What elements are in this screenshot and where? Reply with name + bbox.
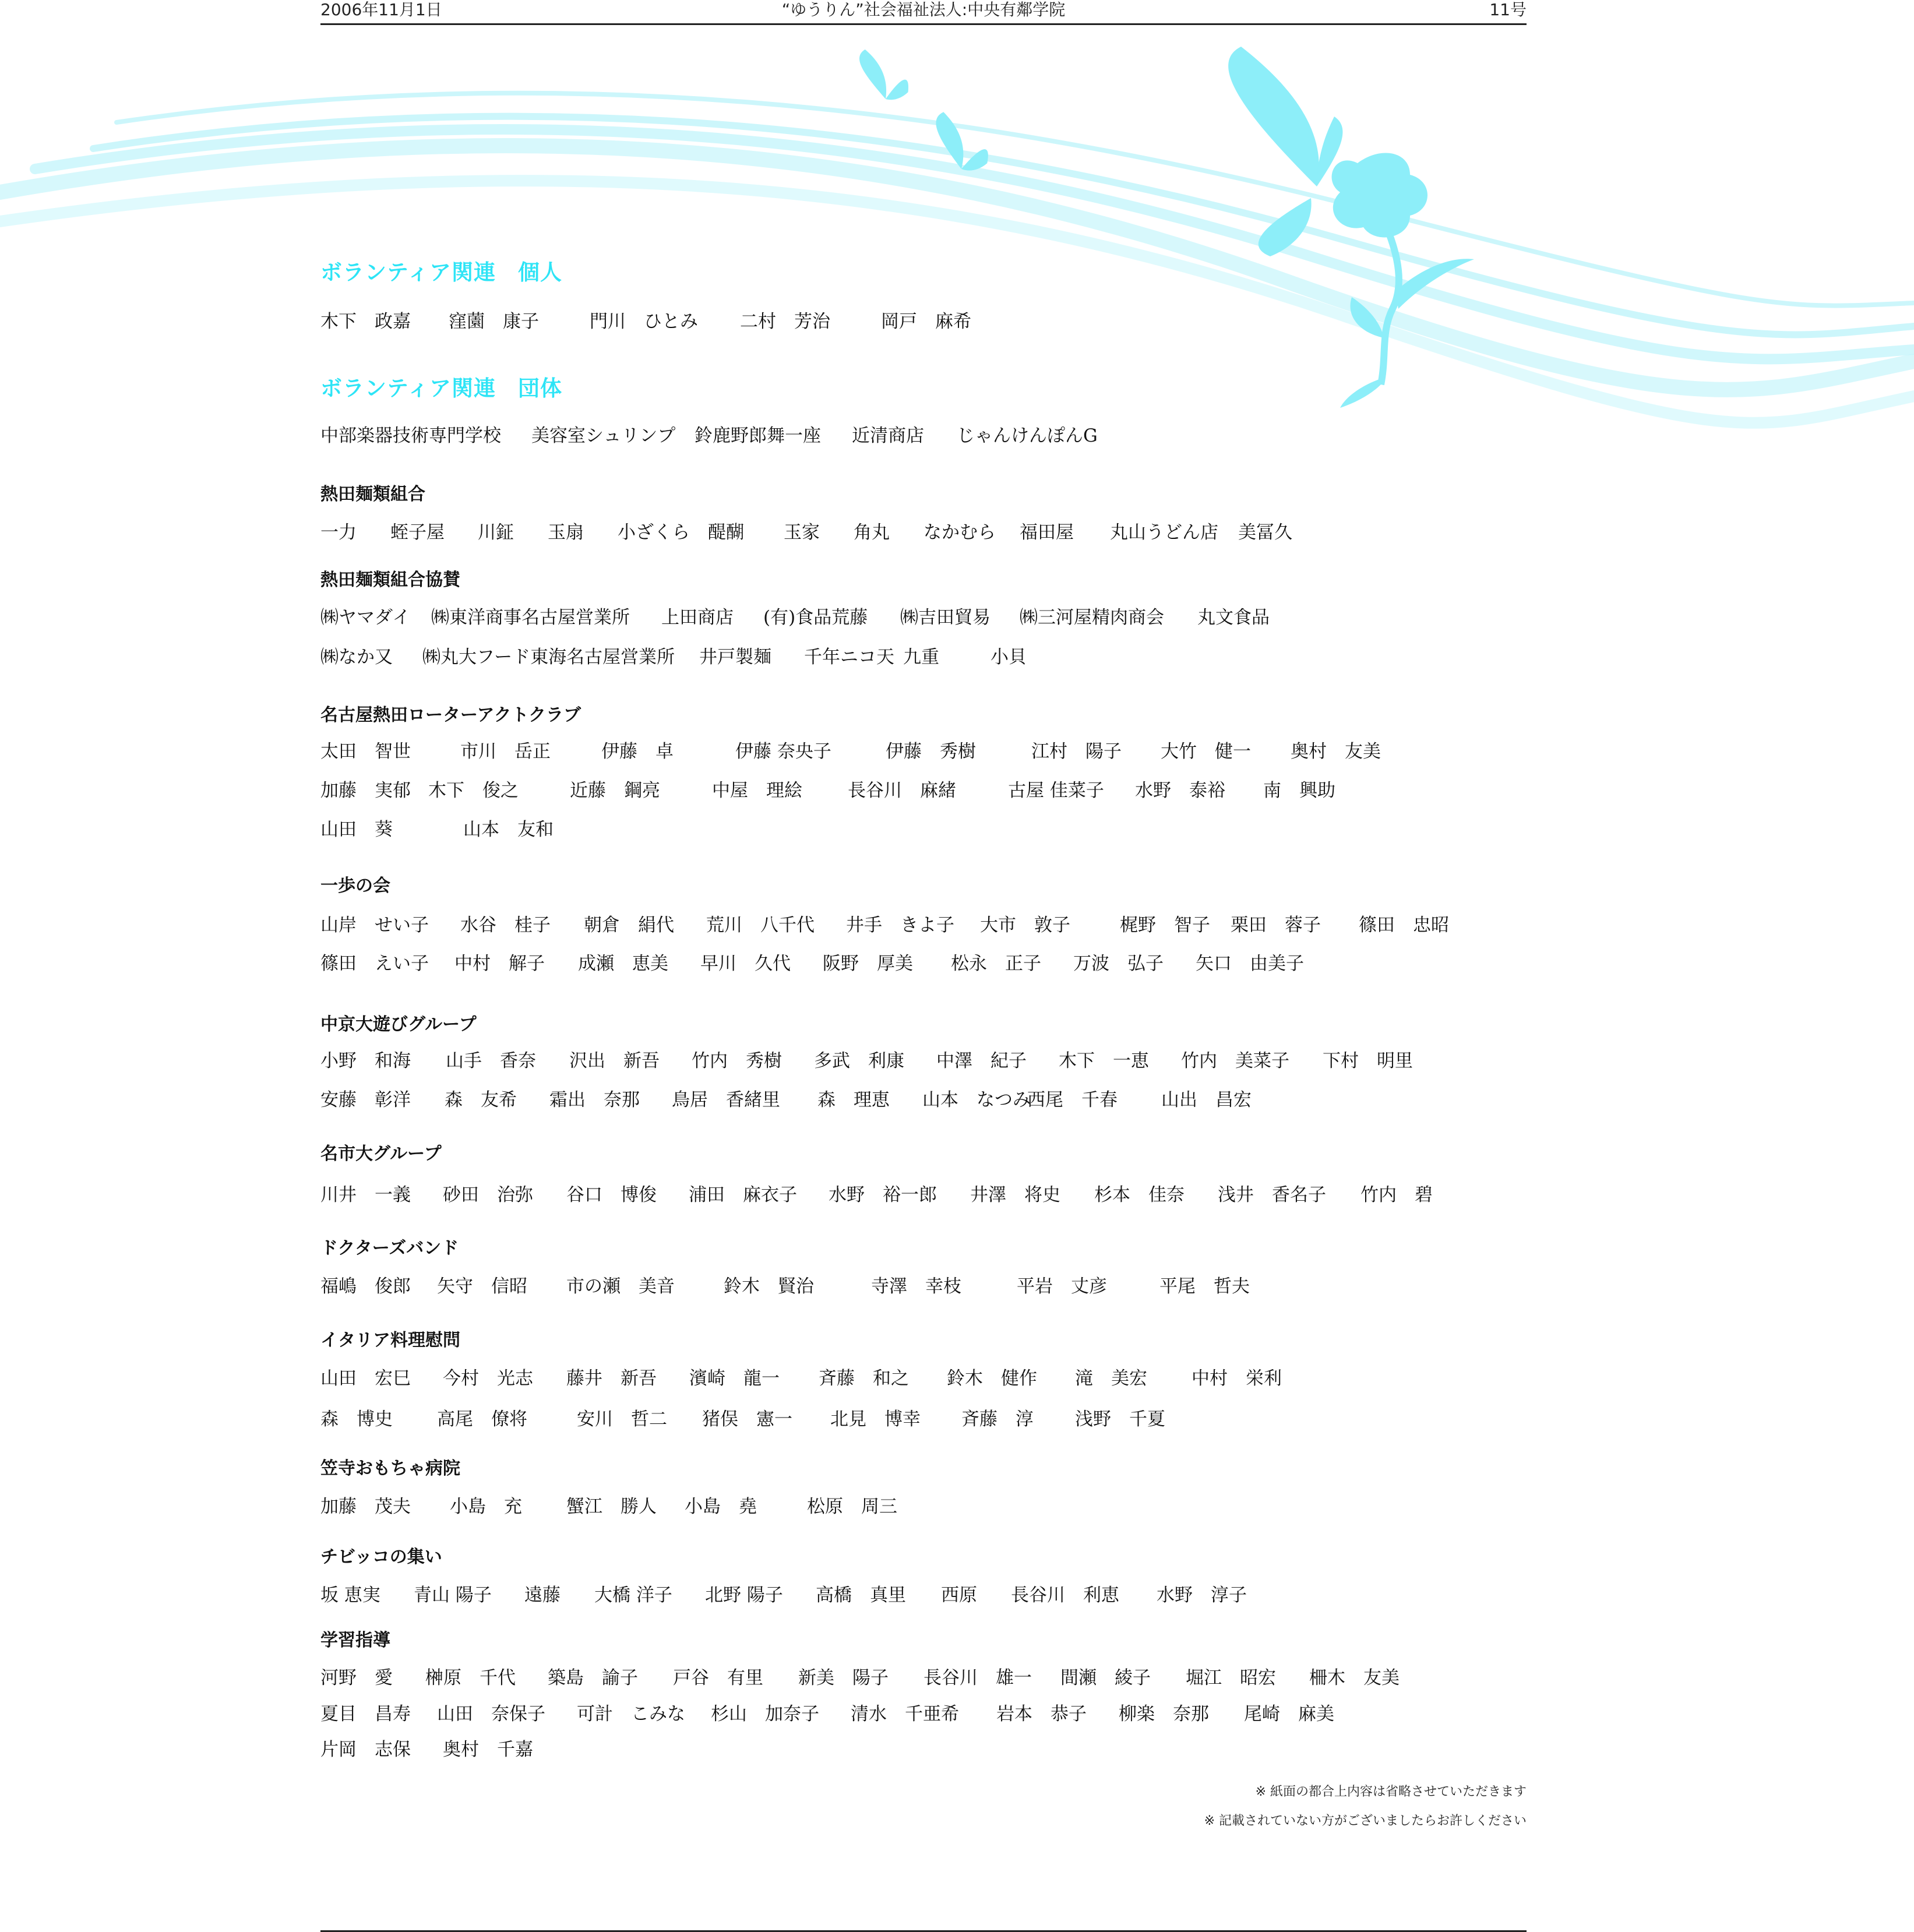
member-name: 山本 なつみ <box>922 1090 1031 1110</box>
member-name: 新美 陽子 <box>798 1667 889 1688</box>
member-name: 中屋 理絵 <box>712 780 802 801</box>
member-name: 寺澤 幸枝 <box>871 1276 961 1297</box>
member-name: 松原 周三 <box>807 1496 897 1517</box>
member-name: 藤井 新吾 <box>566 1368 657 1389</box>
organization-name: 鈴鹿野郎舞一座 <box>695 425 821 446</box>
member-name: 中村 解子 <box>454 953 545 974</box>
member-name: 斉藤 和之 <box>819 1368 909 1389</box>
wave-line <box>0 146 1914 390</box>
member-name: 千年ニコ天 <box>804 647 894 668</box>
member-name: 市川 岳正 <box>460 741 551 762</box>
member-name: 蟹江 勝人 <box>566 1496 657 1517</box>
member-name: 中澤 紀子 <box>936 1050 1027 1071</box>
member-name: 川井 一義 <box>320 1184 411 1205</box>
member-name: ㈱三河屋精肉商会 <box>1020 607 1164 628</box>
footnotes <box>1204 1784 1527 1842</box>
page-header <box>320 0 1527 25</box>
member-name: 杉山 加奈子 <box>711 1704 819 1725</box>
member-name: 浅野 千夏 <box>1075 1409 1165 1430</box>
member-name: 山田 葵 <box>320 819 393 840</box>
member-name: 太田 智世 <box>320 741 411 762</box>
member-name: 西原 <box>941 1585 977 1606</box>
member-name: 小島 堯 <box>685 1496 757 1517</box>
member-name: 井手 きよ子 <box>846 915 954 936</box>
member-name: 伊藤 卓 <box>601 741 674 762</box>
member-name: 福田屋 <box>1020 522 1074 543</box>
member-name: 尾崎 麻美 <box>1244 1704 1334 1725</box>
member-name: 万波 弘子 <box>1073 953 1164 974</box>
issue-date: 2006年11月1日 <box>320 0 442 19</box>
member-name: 北野 陽子 <box>705 1585 783 1606</box>
butterfly-icon <box>1228 47 1342 256</box>
member-name: 上田商店 <box>661 607 734 628</box>
member-name: 今村 光志 <box>443 1368 533 1389</box>
member-name: ㈱ヤマダイ <box>320 607 411 628</box>
member-name: 安川 哲二 <box>577 1409 667 1430</box>
member-name: 矢守 信昭 <box>437 1276 527 1297</box>
member-name: 平岩 丈彦 <box>1017 1276 1107 1297</box>
member-name: 高尾 僚将 <box>437 1409 527 1430</box>
member-name: 江村 陽子 <box>1031 741 1122 762</box>
member-name: 森 友希 <box>445 1090 517 1110</box>
member-name: 川鉦 <box>478 522 514 543</box>
member-name: なかむら <box>923 522 996 543</box>
member-row <box>320 602 1602 628</box>
member-name: 平尾 哲夫 <box>1159 1276 1250 1297</box>
member-row <box>320 1271 1602 1297</box>
member-name: 竹内 碧 <box>1360 1184 1433 1205</box>
group-heading: 一歩の会 <box>320 876 390 896</box>
member-name: 濱崎 龍一 <box>689 1368 780 1389</box>
member-name: 木下 一恵 <box>1059 1050 1149 1071</box>
member-name: 鈴木 賢治 <box>724 1276 814 1297</box>
section-title-groups: ボランティア関連 団体 <box>320 375 563 401</box>
member-name: 森 理恵 <box>817 1090 890 1110</box>
footnote: ※ 紙面の都合上内容は省略させていただきます <box>1255 1785 1527 1799</box>
member-name: 阪野 厚美 <box>823 953 913 974</box>
group-heading: 熱田麺類組合 <box>320 484 425 505</box>
publication-title: “ゆうりん”社会福祉法人:中央有鄰学院 <box>781 0 1066 19</box>
member-name: 古屋 佳菜子 <box>1008 780 1104 801</box>
member-name: 長谷川 麻緒 <box>848 780 956 801</box>
member-name: 柳楽 奈那 <box>1119 1704 1209 1725</box>
member-name: 早川 久代 <box>700 953 791 974</box>
member-name: 小野 和海 <box>320 1050 411 1071</box>
member-name: 竹内 美菜子 <box>1181 1050 1289 1071</box>
member-name: 加藤 実郁 <box>320 780 411 801</box>
member-name: 谷口 博俊 <box>566 1184 657 1205</box>
member-name: 霜出 奈那 <box>549 1090 640 1110</box>
member-row <box>320 1663 1602 1688</box>
member-name: 河野 愛 <box>320 1667 393 1688</box>
member-name: 伊藤 秀樹 <box>886 741 976 762</box>
member-name: 水野 淳子 <box>1157 1585 1247 1606</box>
member-name: 朝倉 絹代 <box>584 915 674 936</box>
member-name: ㈱吉田貿易 <box>900 607 991 628</box>
member-name: 坂 恵実 <box>320 1585 380 1606</box>
member-name: 山田 宏巳 <box>320 1368 411 1389</box>
member-name: 戸谷 有里 <box>673 1667 763 1688</box>
member-name: 丸山うどん店 <box>1110 522 1218 543</box>
member-name: 丸文食品 <box>1197 607 1270 628</box>
member-row <box>320 910 1602 936</box>
group-heading: 中京大遊びグループ <box>320 1014 477 1035</box>
member-name: 小ざくら <box>618 522 690 543</box>
organization-name: 美容室シュリンプ <box>531 425 676 446</box>
section-title-individuals: ボランティア関連 個人 <box>320 259 563 285</box>
member-name: 築島 諭子 <box>548 1667 638 1688</box>
member-name: 滝 美宏 <box>1075 1368 1147 1389</box>
member-name: 荒川 八千代 <box>706 915 815 936</box>
person-name: 二村 芳治 <box>740 311 830 332</box>
member-name: 大竹 健一 <box>1161 741 1251 762</box>
member-name: 堀江 昭宏 <box>1186 1667 1276 1688</box>
issue-number: 11号 <box>1489 0 1527 19</box>
member-row <box>320 1580 1602 1606</box>
member-name: 加藤 茂夫 <box>320 1496 411 1517</box>
member-name: 水野 泰裕 <box>1135 780 1225 801</box>
member-name: 杉本 佳奈 <box>1094 1184 1185 1205</box>
member-name: 松永 正子 <box>951 953 1041 974</box>
member-name: 木下 俊之 <box>428 780 519 801</box>
member-row <box>320 815 1602 840</box>
member-row <box>320 1492 1602 1517</box>
group-heading: イタリア料理慰問 <box>320 1330 460 1351</box>
group-heading: 笠寺おもちゃ病院 <box>320 1458 460 1479</box>
member-name: 鳥居 香緒里 <box>672 1090 780 1110</box>
member-name: 小貝 <box>991 647 1027 668</box>
member-name: 山手 香奈 <box>446 1050 536 1071</box>
member-name: 北見 博幸 <box>830 1409 921 1430</box>
organization-name: じゃんけんぽんG <box>957 425 1098 446</box>
member-name: 大橋 洋子 <box>594 1585 672 1606</box>
person-name: 岡戸 麻希 <box>881 311 971 332</box>
member-row <box>320 517 1602 543</box>
member-row <box>320 1180 1602 1205</box>
group-heading: 熱田麺類組合協賛 <box>320 570 460 590</box>
member-row <box>320 949 1602 974</box>
member-name: 栗田 蓉子 <box>1231 915 1321 936</box>
group-heading: 名古屋熱田ローターアクトクラブ <box>320 705 581 725</box>
member-name: 竹内 秀樹 <box>692 1050 782 1071</box>
group-heading: 名市大グループ <box>320 1144 442 1164</box>
member-name: 可計 こみな <box>577 1704 685 1725</box>
member-name: 長谷川 利恵 <box>1011 1585 1119 1606</box>
person-name: 門川 ひとみ <box>590 311 698 332</box>
member-name: 山出 昌宏 <box>1161 1090 1252 1110</box>
member-name: 伊藤 奈央子 <box>735 741 831 762</box>
member-name: 篠田 忠昭 <box>1359 915 1449 936</box>
member-name: 九重 <box>903 647 939 668</box>
member-name: 間瀬 綾子 <box>1060 1667 1151 1688</box>
member-name: 美冨久 <box>1238 522 1292 543</box>
footnote: ※ 記載されていない方がございましたらお許しください <box>1204 1814 1527 1828</box>
group-heading: チビッコの集い <box>320 1547 442 1567</box>
member-name: 大市 敦子 <box>980 915 1070 936</box>
member-name: 清水 千亜希 <box>851 1704 959 1725</box>
member-name: 醍醐 <box>708 522 744 543</box>
member-name: 山本 友和 <box>463 819 554 840</box>
member-name: 浅井 香名子 <box>1218 1184 1326 1205</box>
member-row <box>320 1046 1602 1071</box>
member-name: 小島 充 <box>450 1496 522 1517</box>
member-name: 南 興助 <box>1263 780 1335 801</box>
member-name: 沢出 新吾 <box>569 1050 660 1071</box>
member-name: 矢口 由美子 <box>1196 953 1304 974</box>
member-name: 斉藤 淳 <box>961 1409 1034 1430</box>
member-row <box>320 1734 1602 1760</box>
member-name: 山田 奈保子 <box>437 1704 545 1725</box>
organization-name: 近清商店 <box>852 425 924 446</box>
member-name: 近藤 鋼亮 <box>570 780 660 801</box>
member-name: 水野 裕一郎 <box>829 1184 937 1205</box>
member-name: 西尾 千春 <box>1027 1090 1118 1110</box>
member-name: 遠藤 <box>524 1585 561 1606</box>
member-name: 玉家 <box>784 522 820 543</box>
member-name: 榊原 千代 <box>425 1667 516 1688</box>
member-name: 一力 <box>320 522 357 543</box>
member-name: 鈴木 健作 <box>947 1368 1037 1389</box>
member-name: 井戸製麺 <box>699 647 771 668</box>
group-heading: ドクターズバンド <box>320 1238 459 1258</box>
member-name: 市の瀬 美音 <box>566 1276 675 1297</box>
orgs-row <box>320 421 1602 446</box>
member-name: 柵木 友美 <box>1309 1667 1400 1688</box>
member-name: ㈱丸大フード東海名古屋営業所 <box>422 647 675 668</box>
member-name: 多武 利康 <box>814 1050 904 1071</box>
member-name: 奥村 千嘉 <box>443 1739 533 1760</box>
member-name: 青山 陽子 <box>414 1585 492 1606</box>
member-name: 砂田 治弥 <box>443 1184 533 1205</box>
organization-name: 中部楽器技術専門学校 <box>320 425 501 446</box>
member-row <box>320 736 1602 762</box>
member-name: 蛭子屋 <box>390 522 445 543</box>
individuals-row <box>320 306 1602 332</box>
member-row <box>320 642 1602 668</box>
member-name: 下村 明里 <box>1323 1050 1413 1071</box>
member-name: 夏目 昌寿 <box>320 1704 411 1725</box>
member-name: 梶野 智子 <box>1120 915 1210 936</box>
member-name: 角丸 <box>854 522 890 543</box>
member-name: 安藤 彰洋 <box>320 1090 411 1110</box>
member-name: 水谷 桂子 <box>460 915 551 936</box>
member-name: 成瀬 恵美 <box>578 953 668 974</box>
member-name: 高橋 真里 <box>816 1585 906 1606</box>
member-name: 奥村 友美 <box>1291 741 1381 762</box>
member-name: ㈱なか又 <box>320 647 393 668</box>
member-row <box>320 1085 1602 1110</box>
member-name: 片岡 志保 <box>320 1739 411 1760</box>
person-name: 木下 政嘉 <box>320 311 411 332</box>
member-name: 長谷川 雄一 <box>923 1667 1032 1688</box>
group-heading: 学習指導 <box>320 1630 390 1651</box>
member-name: 岩本 恭子 <box>996 1704 1087 1725</box>
member-row <box>320 1404 1602 1430</box>
member-name: 井澤 将史 <box>970 1184 1060 1205</box>
member-name: 中村 栄利 <box>1192 1368 1282 1389</box>
member-name: 山岸 せい子 <box>320 915 429 936</box>
member-row <box>320 775 1602 801</box>
person-name: 窪薗 康子 <box>449 311 539 332</box>
member-name: 篠田 えい子 <box>320 953 429 974</box>
member-name: (有)食品荒藤 <box>763 607 868 628</box>
member-name: 玉扇 <box>548 522 584 543</box>
member-name: 猪俣 憲一 <box>702 1409 792 1430</box>
member-name: 福嶋 俊郎 <box>320 1276 411 1297</box>
member-name: ㈱東洋商事名古屋営業所 <box>431 607 630 628</box>
butterfly-icon <box>858 43 910 104</box>
member-row <box>320 1363 1602 1389</box>
member-name: 浦田 麻衣子 <box>689 1184 797 1205</box>
member-name: 森 博史 <box>320 1409 393 1430</box>
member-row <box>320 1699 1602 1725</box>
